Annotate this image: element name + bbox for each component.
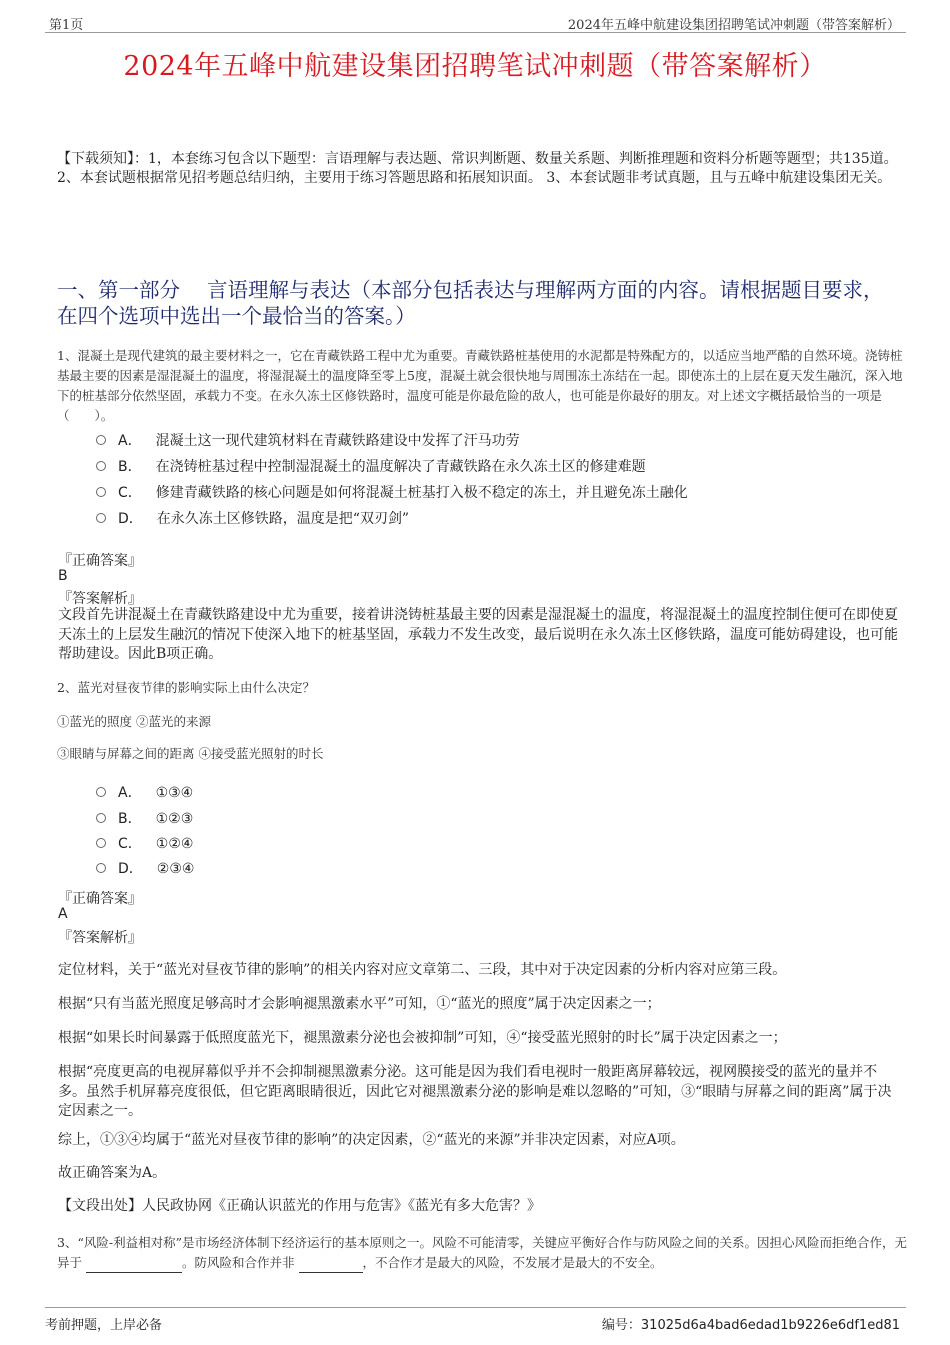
radio-icon[interactable] — [96, 813, 106, 823]
question-1-stem: 1、混凝土是现代建筑的最主要材料之一，它在青藏铁路工程中尤为重要。青藏铁路桩基使用的水泥都是特殊配方的，以适应当地严酷的自然环境。浇铸桩基最主要的因素是湿混凝土的温度，将湿混凝土的温度降至零上5度，混凝土就会很快地与周围冻土冻结在一起。即使冻土的上层在夏天发生融沉，深入地下的桩基部分依然坚固，承载力不变。在永久冻土区修铁路时，温度可能是你最危险的敌人，也可能是你最好的朋友。对上述文字概括最恰当的一项是（ ）。 — [57, 348, 903, 423]
page-title: 2024年五峰中航建设集团招聘笔试冲刺题（带答案解析） — [123, 51, 827, 82]
question-3-stem: 3、“风险-利益相对称”是市场经济体制下经济运行的基本原则之一。风险不可能清零，关键应平衡好合作与防风险之间的关系。因担心风险而拒绝合作，无异于 。防风险和合作并非 ，不合作才是最大的风险，不发展才是最大的不安全。 — [57, 1233, 907, 1273]
radio-icon[interactable] — [96, 513, 106, 523]
radio-icon[interactable] — [96, 461, 106, 471]
q2-option-a[interactable]: A． ①③④ — [96, 782, 193, 802]
q2-answer-label: 『正确答案』 — [58, 891, 142, 907]
q2-analysis-p3: 根据“如果长时间暴露于低照度蓝光下，褪黑激素分泌也会被抑制”可知，④“接受蓝光照射的时长”属于决定因素之一； — [58, 1030, 787, 1046]
radio-icon[interactable] — [96, 487, 106, 497]
q2-analysis-label: 『答案解析』 — [58, 930, 142, 946]
radio-icon[interactable] — [96, 863, 106, 873]
q1-analysis-label: 『答案解析』 — [58, 591, 142, 607]
fill-blank-1[interactable] — [86, 1260, 182, 1273]
q1-answer: B — [58, 568, 68, 584]
q2-analysis-p5: 综上，①③④均属于“蓝光对昼夜节律的影响”的决定因素，②“蓝光的来源”并非决定因素，对应A项。 — [58, 1132, 685, 1148]
q1-option-c[interactable]: C． 修建青藏铁路的核心问题是如何将混凝土桩基打入极不稳定的冻土，并且避免冻土融化 — [96, 482, 688, 502]
footer-code: 编号：31025d6a4bad6edad1b9226e6df1ed81 — [601, 1318, 900, 1333]
q2-option-d[interactable]: D． ②③④ — [96, 858, 194, 878]
q1-analysis: 文段首先讲混凝土在青藏铁路建设中尤为重要，接着讲浇铸桩基最主要的因素是湿混凝土的温度，将湿混凝土的温度控制住便可在即使夏天冻土的上层发生融沉的情况下使深入地下的桩基坚固，承载力不发生改变，最后说明在永久冻土区修铁路，温度可能妨碍建设，也可能帮助建设。因此B项正确。 — [58, 607, 898, 662]
download-notice: 【下载须知】：1，本套练习包含以下题型：言语理解与表达题、常识判断题、数量关系题、判断推理题和资料分析题等题型；共135道。 2、本套试题根据常见招考题总结归纳，主要用于练习答题思路和拓展知识面。 3、本套试题非考试真题，且与五峰中航建设集团无关。 — [57, 151, 898, 186]
q2-answer: A — [58, 906, 68, 922]
section-title: 一、第一部分 言语理解与表达（本部分包括表达与理解两方面的内容。请根据题目要求，在四个选项中选出一个最恰当的答案。） — [57, 278, 884, 328]
page-header — [45, 10, 906, 33]
q1-answer-label: 『正确答案』 — [58, 553, 142, 569]
page-footer — [45, 1307, 906, 1334]
header-doc-title: 2024年五峰中航建设集团招聘笔试冲刺题（带答案解析） — [567, 18, 900, 33]
radio-icon[interactable] — [96, 838, 106, 848]
footer-slogan: 考前押题，上岸必备 — [45, 1318, 163, 1333]
q2-analysis-p4: 根据“亮度更高的电视屏幕似乎并不会抑制褪黑激素分泌。这可能是因为我们看电视时一般距离屏幕较远，视网膜接受的蓝光的量并不多。虽然手机屏幕亮度很低，但它距离眼睛很近，因此它对褪黑激素分泌的影响是难以忽略的”可知，③“眼睛与屏幕之间的距离”属于决定因素之一。 — [58, 1064, 892, 1119]
q2-analysis-p2: 根据“只有当蓝光照度足够高时才会影响褪黑激素水平”可知，①“蓝光的照度”属于决定因素之一； — [58, 996, 661, 1012]
q2-option-c[interactable]: C． ①②④ — [96, 833, 193, 853]
radio-icon[interactable] — [96, 435, 106, 445]
q1-option-d[interactable]: D． 在永久冻土区修铁路，温度是把“双刃剑” — [96, 508, 409, 528]
q2-analysis-p6: 故正确答案为A。 — [58, 1165, 167, 1181]
q1-option-b[interactable]: B． 在浇铸桩基过程中控制湿混凝土的温度解决了青藏铁路在永久冻土区的修建难题 — [96, 456, 646, 476]
q2-analysis-p1: 定位材料，关于“蓝光对昼夜节律的影响”的相关内容对应文章第二、三段，其中对于决定因素的分析内容对应第三段。 — [58, 962, 787, 978]
page-number: 第1页 — [49, 18, 84, 33]
q2-source: 【文段出处】人民政协网《正确认识蓝光的作用与危害》《蓝光有多大危害？》 — [58, 1198, 541, 1214]
q2-item-line-1: ①蓝光的照度 ②蓝光的来源 — [57, 714, 211, 729]
q1-option-a[interactable]: A． 混凝土这一现代建筑材料在青藏铁路建设中发挥了汗马功劳 — [96, 430, 520, 450]
question-2-stem: 2、蓝光对昼夜节律的影响实际上由什么决定？ — [57, 680, 315, 695]
q2-item-line-2: ③眼睛与屏幕之间的距离 ④接受蓝光照射的时长 — [57, 746, 324, 761]
fill-blank-2[interactable] — [299, 1260, 363, 1273]
radio-icon[interactable] — [96, 787, 106, 797]
q2-option-b[interactable]: B． ①②③ — [96, 808, 193, 828]
